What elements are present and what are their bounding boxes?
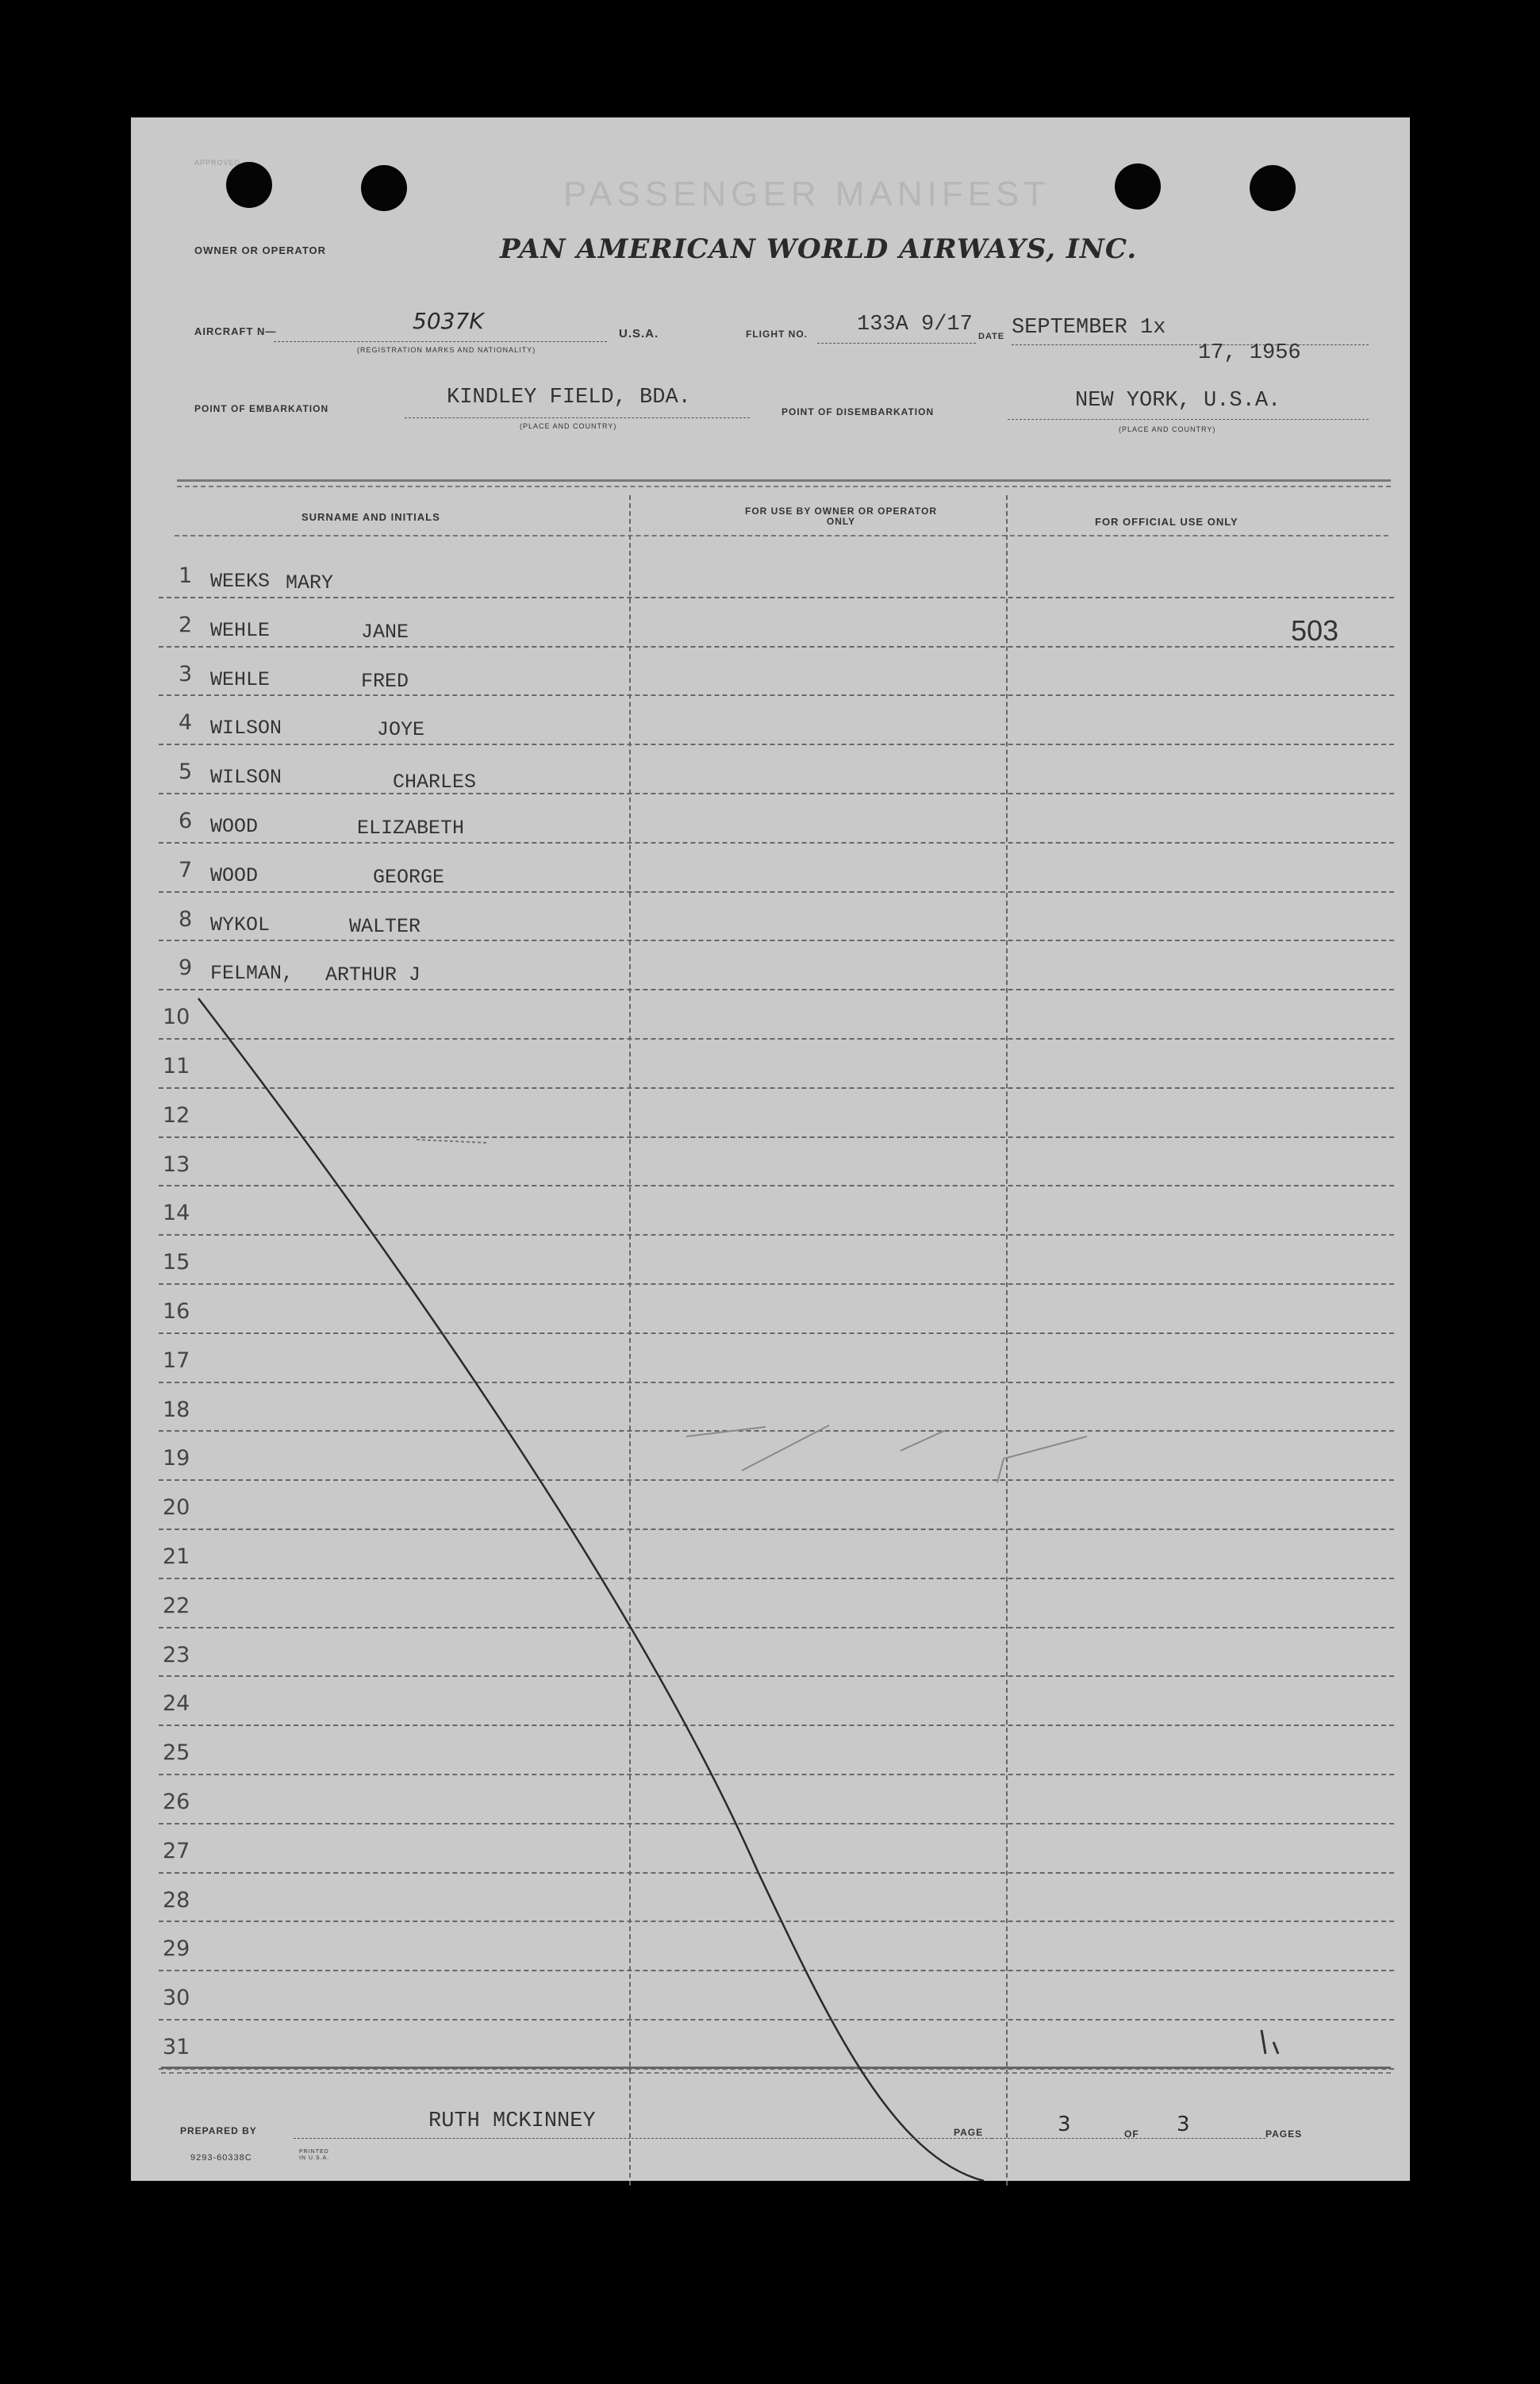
passenger-surname: WYKOL xyxy=(210,913,271,936)
passenger-surname: WOOD xyxy=(210,864,259,887)
row-number: 28 xyxy=(163,1888,190,1913)
pages-label: PAGES xyxy=(1265,2128,1303,2140)
passenger-surname: WEEKS xyxy=(210,570,271,593)
column-header-surname: SURNAME AND INITIALS xyxy=(301,511,440,523)
row-number: 26 xyxy=(163,1790,190,1814)
page-label: PAGE xyxy=(954,2127,984,2138)
row-number: 10 xyxy=(163,1005,190,1029)
column-header-official-use: FOR OFFICIAL USE ONLY xyxy=(1095,516,1239,528)
row-number: 2 xyxy=(179,613,193,637)
row-number: 18 xyxy=(163,1398,190,1422)
row-number: 5 xyxy=(179,759,193,784)
passenger-given-name: ELIZABETH xyxy=(357,817,465,840)
row-number: 31 xyxy=(163,2035,190,2059)
row-number: 25 xyxy=(163,1740,190,1765)
approval-stamp: APPROVED xyxy=(194,159,241,167)
row-number: 8 xyxy=(179,907,193,932)
passenger-given-name: WALTER xyxy=(349,915,421,938)
row-number: 19 xyxy=(163,1446,190,1471)
row-number: 15 xyxy=(163,1250,190,1275)
aircraft-sublabel: (REGISTRATION MARKS AND NATIONALITY) xyxy=(357,346,536,354)
passenger-given-name: JOYE xyxy=(377,718,425,741)
passenger-surname: WILSON xyxy=(210,766,282,789)
row-number: 22 xyxy=(163,1594,190,1618)
passenger-surname: WEHLE xyxy=(210,619,271,642)
passenger-surname: WILSON xyxy=(210,717,282,740)
passenger-surname: FELMAN, xyxy=(210,962,294,985)
aircraft-value: 5037K xyxy=(413,308,484,334)
row-number: 17 xyxy=(163,1348,190,1373)
row-number: 16 xyxy=(163,1299,190,1324)
strike-through-line xyxy=(131,117,1410,2181)
official-note: 503 xyxy=(1291,614,1339,647)
owner-label: OWNER OR OPERATOR xyxy=(194,244,327,256)
of-label: OF xyxy=(1124,2128,1139,2140)
passenger-given-name: JANE xyxy=(361,621,409,644)
prepared-by-label: PREPARED BY xyxy=(180,2125,257,2136)
row-number: 9 xyxy=(179,956,193,980)
embarkation-label: POINT OF EMBARKATION xyxy=(194,403,329,414)
prepared-by-value: RUTH MCKINNEY xyxy=(428,2109,596,2133)
passenger-given-name: FRED xyxy=(361,670,409,693)
printed-mark: PRINTED IN U.S.A. xyxy=(299,2149,330,2161)
disembarkation-label: POINT OF DISEMBARKATION xyxy=(782,406,935,417)
embarkation-sublabel: (PLACE AND COUNTRY) xyxy=(520,422,617,430)
row-number: 3 xyxy=(179,662,193,686)
form-title: PASSENGER MANIFEST xyxy=(563,175,1050,213)
passenger-given-name: GEORGE xyxy=(373,866,445,889)
passenger-given-name: ARTHUR J xyxy=(325,963,421,986)
prepared-by-underline xyxy=(294,2138,992,2139)
passenger-given-name: MARY xyxy=(286,571,334,594)
row-number: 20 xyxy=(163,1495,190,1520)
embarkation-value: KINDLEY FIELD, BDA. xyxy=(447,386,691,410)
row-number: 13 xyxy=(163,1152,190,1177)
row-number: 11 xyxy=(163,1054,190,1079)
form-number: 9293-60338C xyxy=(190,2153,252,2163)
aircraft-label: AIRCRAFT N— xyxy=(194,325,277,337)
date-label: DATE xyxy=(978,332,1005,341)
row-number: 30 xyxy=(163,1986,190,2010)
row-number: 14 xyxy=(163,1201,190,1225)
page-value: 3 xyxy=(1058,2113,1071,2136)
row-number: 7 xyxy=(179,858,193,882)
flight-value: 133A 9/17 xyxy=(857,313,973,336)
row-number: 23 xyxy=(163,1643,190,1667)
row-number: 21 xyxy=(163,1544,190,1569)
row-number: 24 xyxy=(163,1691,190,1716)
row-number: 27 xyxy=(163,1839,190,1863)
disembarkation-sublabel: (PLACE AND COUNTRY) xyxy=(1119,425,1216,433)
disembarkation-value: NEW YORK, U.S.A. xyxy=(1075,389,1281,413)
page-underline xyxy=(992,2138,1265,2139)
row-number: 4 xyxy=(179,710,193,735)
row-number: 1 xyxy=(179,563,193,588)
passenger-given-name: CHARLES xyxy=(393,771,477,794)
manifest-sheet xyxy=(131,117,1410,2181)
date-value-1: SEPTEMBER 1x xyxy=(1012,316,1166,340)
passenger-surname: WOOD xyxy=(210,815,259,838)
row-number: 6 xyxy=(179,809,193,833)
passenger-surname: WEHLE xyxy=(210,668,271,691)
row-number: 12 xyxy=(163,1103,190,1128)
column-header-owner-use: FOR USE BY OWNER OR OPERATOR ONLY xyxy=(744,506,938,527)
date-value-2: 17, 1956 xyxy=(1198,341,1301,365)
row-number: 29 xyxy=(163,1936,190,1961)
flight-label: FLIGHT NO. xyxy=(746,329,808,340)
of-value: 3 xyxy=(1177,2113,1190,2136)
owner-name: PAN AMERICAN WORLD AIRWAYS, INC. xyxy=(500,233,1138,265)
usa-label: U.S.A. xyxy=(619,327,659,340)
